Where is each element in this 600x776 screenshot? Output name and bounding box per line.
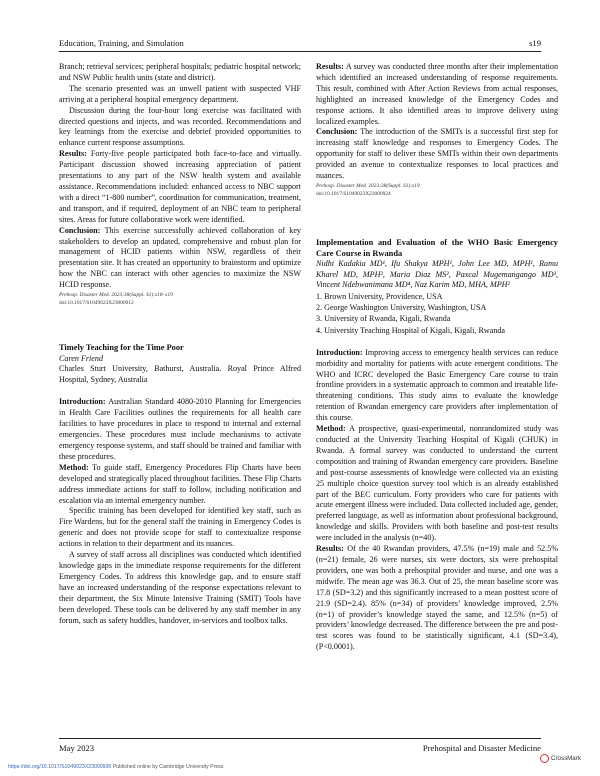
affiliation: 1. Brown University, Providence, USA bbox=[316, 291, 443, 301]
running-footer bbox=[59, 743, 541, 753]
issue-date: May 2023 bbox=[59, 743, 95, 753]
author: Caren Friend bbox=[59, 353, 103, 363]
paragraph: A survey of staff across all disciplines was conducted which identified knowledge gaps in the immediate response requirements for the different Emergency Codes. To address this knowledge gap, and to ensure staff have an increased understanding of the response expectations relevant to their department, the Six Minute Intensive Training (SMIT) Tools have been developed. These tools can be delivered by any staff member in any forum, such as safety huddles, handover, in-services and toolbox talks. bbox=[59, 550, 301, 625]
paragraph: Specific training has been developed for identified key staff, such as Fire Wardens, but for the general staff the training in Emergency Codes is generic and does not provide scope for staff to contextualize response actions in relation to their department and its nuances. bbox=[59, 506, 301, 549]
conclusion-paragraph: Conclusion: This exercise successfully achieved collaboration of key stakeholders to develop an updated, comprehensive and robust plan for management of HCID patients within NSW, regardless of their presentation site. It has created an opportunity to brainstorm and optimize how the NBC can interact with other agencies to maximize the NSW HCID response. bbox=[59, 225, 301, 290]
intro-paragraph: Introduction: Improving access to emergency health services can reduce morbidity and mortality for patients with acute emergent conditions. The WHO and ICRC developed the Basic Emergency Care course to train frontline providers in a systematic approach to common and treatable life-threatening conditions. This study aims to evaluate the knowledge retention of Rwandan emergency care providers after implementation of this course. bbox=[316, 347, 558, 423]
affiliation-list bbox=[316, 291, 558, 336]
affiliation: 3. University of Rwanda, Kigali, Rwanda bbox=[316, 314, 451, 324]
left-column bbox=[59, 62, 301, 626]
abstract-title: Implementation and Evaluation of the WHO Basic Emergency Care Course in Rwanda bbox=[316, 237, 558, 258]
crossmark-label: CrossMark bbox=[551, 755, 581, 762]
footer-rule bbox=[59, 738, 541, 739]
affiliation: 2. George Washington University, Washington, USA bbox=[316, 303, 487, 313]
page-number: s19 bbox=[529, 38, 541, 48]
paragraph: Branch; retrieval services; peripheral hospitals; pediatric hospital network; and NSW Public health units (state and district). bbox=[59, 62, 301, 82]
doi-citation: doi:10.1017/S1049023X23000912 bbox=[59, 300, 134, 307]
running-header bbox=[59, 38, 541, 48]
publisher-note: Published online by Cambridge University Press bbox=[111, 764, 224, 770]
header-rule bbox=[59, 51, 541, 52]
right-column bbox=[316, 62, 558, 653]
section-title: Education, Training, and Simulation bbox=[59, 38, 184, 48]
affiliation: 4. University Teaching Hospital of Kigali, Kigali, Rwanda bbox=[316, 325, 506, 335]
crossmark-badge[interactable] bbox=[540, 754, 581, 763]
doi-citation: doi:10.1017/S1049023X23000924 bbox=[316, 190, 391, 197]
results-paragraph: Results: Forty-five people participated both face-to-face and virtually. Participant discussion showed increasing appreciation of patient presentations to any part of the NSW health system and available assistance. Recommendations included: enhanced access to NBC support with a direct “1-800 number”, coordination for communication, treatment, and transport, and if required, deployment of an NBC team to peripheral sites. Areas for future collaborative work were identified. bbox=[59, 149, 301, 224]
intro-paragraph: Introduction: Australian Standard 4080-2010 Planning for Emergencies in Health Care Facilities outlines the requirements for all health care facilities to have procedures in place to respond to internal and external emergencies. These procedures must include mechanisms to activate emergency response systems, and staff should be trained and familiar with these procedures. bbox=[59, 397, 301, 461]
affiliation: Charles Sturt University, Bathurst, Australia. Royal Prince Alfred Hospital, Sydney, Australia bbox=[59, 364, 301, 384]
method-paragraph: Method: To guide staff, Emergency Procedures Flip Charts have been developed and strategically placed throughout facilities. These Flip Charts address immediate actions for staff to follow, including notification and escalation via an internal emergency number. bbox=[59, 462, 301, 505]
results-paragraph: Results: Of the 40 Rwandan providers, 47.5% (n=19) male and 52.5% (n=21) female, 26 were nurses, six were doctors, six were prehospital providers, one was both a prehospital provider and nurse, and one was a midwife. The mean age was 36.3. Out of 25, the mean baseline score was 17.8 (SD=3.2) and this significantly increased to a mean posttest score of 21.9 (SD=2.4). 85% (n=34) of providers’ knowledge improved, 2.5% (n=1) of provider’s knowledge stayed the same, and 12.5% (n=5) of providers’ knowledge decreased. The difference between the pre and post-test scores was found to be statistically significant, 4.1 (SD=3.4), (P<0.0001). bbox=[316, 544, 558, 652]
conclusion-paragraph: Conclusion: The introduction of the SMITs is a successful first step for increasing staff knowledge and responses to Emergency Codes. The opportunity for staff to deliver these SMITs within their own departments provided an avenue to contextualize responses to local practices and nuances. bbox=[316, 127, 558, 181]
method-paragraph: Method: A prospective, quasi-experimental, nonrandomized study was conducted at the University Teaching Hospital of Kigali (CHUK) in Rwanda. A formal survey was conducted to understand the current composition and training of Rwandan emergency care providers. Baseline and post-course assessments of knowledge were collected via an existing 25 multiple choice question survey tool which is an already established part of the BEC curriculum. Forty providers who care for patients with acute emergent illness were included. Data collected included age, gender, preferred language, as well as information about professional background, knowledge and skills. Providers with both baseline and post-test results were included in the analysis (n=40). bbox=[316, 424, 559, 543]
citation: Prehosp. Disaster Med. 2023;38(Suppl. S1):s18–s19 bbox=[59, 292, 173, 299]
crossmark-icon bbox=[540, 754, 549, 763]
doi-link[interactable]: https://doi.org/10.1017/S1049023X23000936 bbox=[8, 764, 112, 770]
citation: Prehosp. Disaster Med. 2023;38(Suppl. S1):s19 bbox=[316, 182, 420, 189]
paragraph: The scenario presented was an unwell patient with suspected VHF arriving at a peripheral hospital emergency department. bbox=[59, 83, 301, 104]
paragraph: Discussion during the four-hour long exercise was facilitated with directed questions and injects, and was recorded. Recommendations and key learnings from the exercise and debrief provided opportunities to enhance current response assumptions. bbox=[59, 105, 301, 148]
abstract-title: Timely Teaching for the Time Poor bbox=[59, 343, 184, 353]
doi-bar bbox=[8, 764, 223, 770]
authors: Nidhi Kadakia MD¹, Ifu Shakya MPH¹, John Lee MD, MPH¹, Ramu Kharel MD, MPH², Maria Diaz MS², Paxcal Mugemangango MD³, Vincent Ndebwanimana MD⁴, Naz Karim MD, MHA, MPH² bbox=[316, 259, 558, 290]
journal-name: Prehospital and Disaster Medicine bbox=[422, 743, 541, 753]
results-paragraph: Results: A survey was conducted three months after their implementation which identified an increased understanding of response requirements. This result, combined with After Action Reviews from actual responses, highlighted an increased knowledge of the Emergency Codes and response actions. It also identified areas to improve delivery using localized examples. bbox=[316, 62, 558, 126]
